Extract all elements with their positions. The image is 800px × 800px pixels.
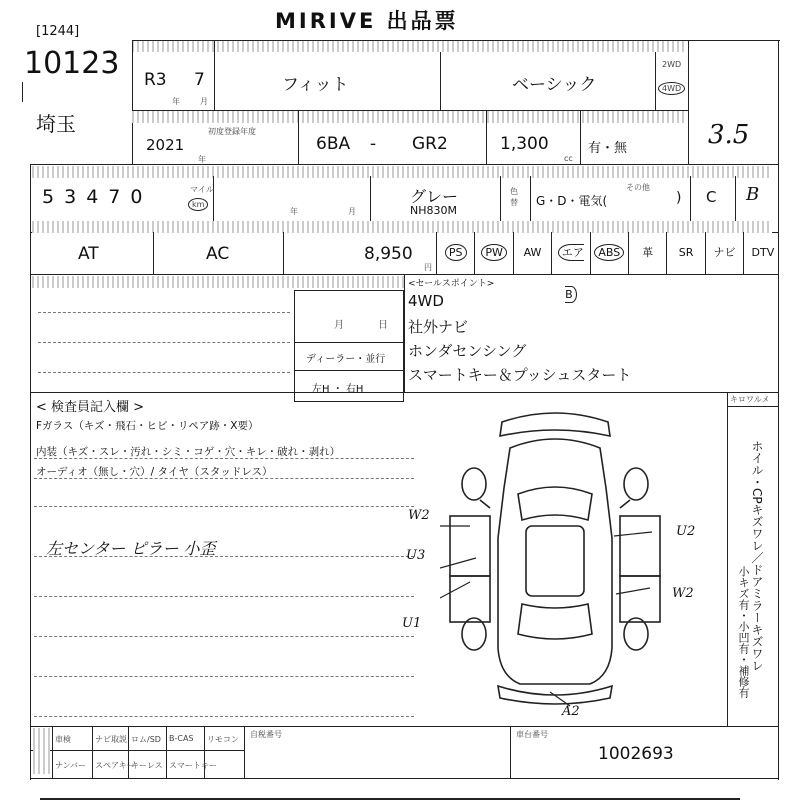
footer-label-top: 車検 [55, 735, 71, 744]
front-right-tire [624, 468, 648, 500]
roof [526, 526, 584, 596]
model-name: フィット [282, 75, 349, 95]
equipment-item-label: 革 [642, 246, 654, 259]
displacement-unit: cc [564, 154, 573, 163]
sales-point-line: ホンダセンシング [408, 342, 527, 360]
year-label: 年 [172, 97, 180, 106]
sales-point-line: 社外ナビ [408, 318, 469, 336]
car-diagram [440, 408, 670, 708]
score: 3.5 [708, 120, 750, 150]
equipment-item-label: DTV [751, 246, 775, 259]
mileage-digit: 4 [86, 186, 109, 208]
history-day: 日 [378, 320, 388, 331]
model-month: 7 [194, 70, 205, 90]
inspector-title: < 検査員記入欄 > [36, 400, 145, 415]
windshield [518, 487, 592, 520]
equipment-item [551, 232, 589, 301]
type-prefix: 6BA [316, 134, 351, 154]
equipment-item-label: AW [523, 246, 542, 259]
price-unit: 円 [424, 263, 432, 272]
footer-label-bottom: スマートキー [169, 761, 217, 770]
inspector-interior: 内装（キズ・スレ・汚れ・シミ・コゲ・穴・キレ・破れ・剥れ） [36, 446, 341, 458]
mileage-digit: 0 [130, 186, 153, 208]
drive-2wd: 2WD [662, 60, 682, 69]
chassis-serial: 1002693 [598, 744, 674, 764]
equipment-item-label: PW [481, 244, 507, 261]
footer-label-top: リモコン [207, 735, 239, 744]
year-suffix: 年 [198, 155, 206, 164]
grade-name: ベーシック [512, 75, 597, 95]
drive-4wd: 4WD [658, 82, 685, 95]
damage-mark: U2 [676, 524, 696, 539]
price: 8,950 [364, 244, 413, 264]
right-panel-text-2: 小キズ有・小凹有・補修有 [737, 566, 750, 698]
equipment-item-label: ABS [594, 244, 624, 261]
type-dash: - [370, 134, 377, 154]
equipment-item-label: ナビ [713, 246, 736, 259]
inspector-note: 左センター ピラー 小歪 [46, 539, 216, 558]
footer-label-top: B-CAS [169, 734, 194, 743]
rear-window [518, 604, 592, 639]
damage-mark: U3 [406, 548, 426, 563]
shaken-year: 年 [290, 207, 298, 216]
mileage-unit-mile: マイル [190, 185, 214, 194]
first-reg-label: 初度登録年度 [208, 127, 256, 136]
inspector-glass: Fガラス（キズ・飛石・ヒビ・リペア跡・X要） [36, 420, 259, 432]
right-panel-text-1: ホイル・CPキズワレ／ドアミラーキズワレ [750, 440, 764, 672]
mileage-unit-km: km [188, 198, 208, 211]
shaken-month: 月 [348, 207, 356, 216]
exterior-grade: B [746, 184, 760, 205]
body-color: グレー [410, 187, 459, 206]
equipment-item [666, 232, 704, 274]
footer-label-top: ロム/SD [131, 735, 161, 744]
month-label: 月 [200, 97, 208, 106]
damage-mark: W2 [672, 586, 694, 601]
history-handle: 左H ・ 右H [312, 384, 364, 395]
form-title: MIRIVE 出品票 [275, 9, 459, 33]
type-code: GR2 [412, 134, 448, 154]
footer-label-bottom: スペアキー [95, 761, 135, 770]
right-front-door [620, 516, 660, 576]
color-code: NH830M [410, 204, 457, 217]
left-rear-door [450, 576, 490, 622]
air-conditioner: AC [206, 244, 230, 264]
fuel-other: その他 [626, 183, 650, 192]
mileage-digit: 5 [42, 186, 65, 208]
equipment-item [628, 232, 666, 274]
model-year-jp: R3 [144, 70, 167, 90]
color-change: 色替 [510, 187, 518, 207]
front-left-tire [462, 468, 486, 500]
sales-point-line: 4WD [408, 292, 444, 310]
footer-label-bottom: ナンバー [55, 761, 87, 770]
fuel-close: ) [676, 190, 682, 206]
footer-label-bottom: キーレス [131, 761, 163, 770]
damage-mark: W2 [408, 508, 430, 523]
mileage-digit: 7 [108, 186, 131, 208]
left-mirror [480, 500, 490, 508]
chassis-number-label: 車台番号 [516, 730, 548, 739]
footer-label-top: ナビ取説 [95, 735, 127, 744]
mission: AT [78, 244, 99, 264]
equipment-item-label: PS [445, 244, 467, 261]
left-front-door [450, 516, 490, 576]
equipment-item [474, 232, 512, 274]
equipment-item [705, 232, 743, 274]
sales-point-line: スマートキー＆プッシュスタート [408, 366, 632, 384]
front-bumper [500, 413, 610, 436]
mileage-digit: 3 [64, 186, 87, 208]
lot-number: 10123 [24, 46, 120, 81]
sales-points-label: <セールスポイント> [408, 279, 495, 289]
interior-grade: C [706, 188, 717, 206]
equipment-item [436, 232, 474, 274]
equipment-item [590, 232, 628, 274]
right-mirror [620, 500, 630, 508]
fuel-type: G・D・電気( [536, 194, 608, 208]
history-dealer: ディーラー・並行 [306, 354, 386, 365]
recycle-status: 有・無 [588, 141, 628, 156]
lot-code: [1244] [36, 24, 80, 39]
tax-number-label: 自税番号 [250, 730, 282, 739]
right-rear-door [620, 576, 660, 622]
displacement: 1,300 [500, 134, 549, 154]
kilo-warume-label: キロワルメ [730, 395, 770, 404]
year-ad: 2021 [146, 136, 185, 154]
damage-mark: U1 [402, 616, 422, 631]
equipment-item-label: エアB [558, 244, 584, 303]
car-body [498, 439, 612, 684]
mileage-digits [42, 186, 152, 208]
history-month: 月 [334, 320, 344, 331]
inspector-audio: オーディオ（無し・穴）/ タイヤ（スタッドレス） [36, 466, 273, 478]
equipment-item-label: SR [678, 246, 694, 259]
lot-prefecture: 埼玉 [36, 112, 76, 136]
equipment-item [743, 232, 781, 274]
equipment-item [513, 232, 551, 274]
damage-mark: A2 [562, 704, 580, 719]
